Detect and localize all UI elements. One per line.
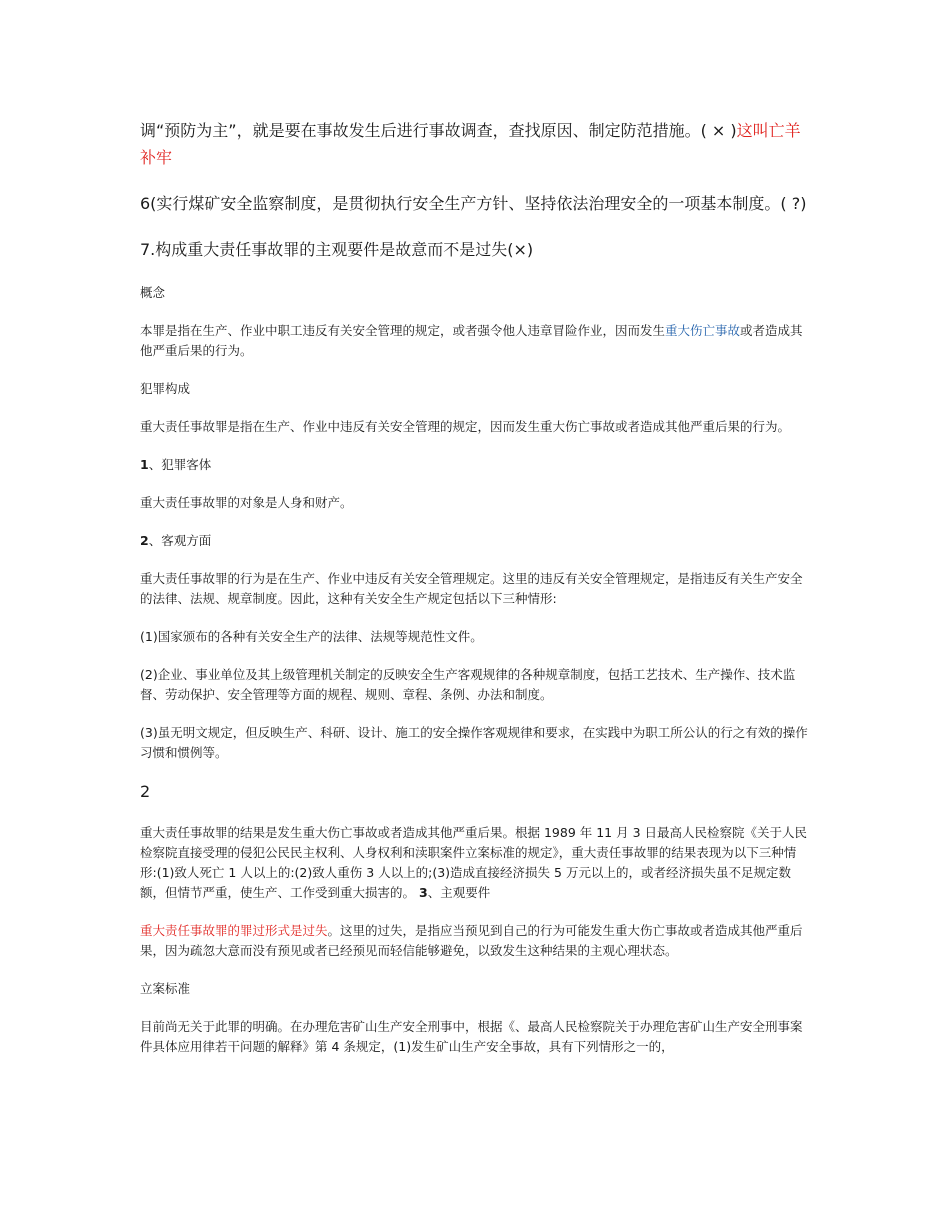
- item-2-case-1: (1)国家颁布的各种有关安全生产的法律、法规等规范性文件。: [140, 629, 483, 644]
- item-2-case-3: (3)虽无明文规定，但反映生产、科研、设计、施工的安全操作客观规律和要求，在实践中为职工所公认的行之有效的操作习惯和惯例等。: [140, 725, 808, 760]
- item-2-heading: 2、客观方面: [140, 533, 212, 548]
- filing-heading: 立案标准: [140, 981, 191, 996]
- constitution-heading: 犯罪构成: [140, 381, 191, 396]
- filing-body: 目前尚无关于此罪的明确。在办理危害矿山生产安全刑事中，根据《、最高人民检察院关于办理危害矿山生产安全刑事案件具体应用律若干问题的解释》第 4 条规定，(1)发生矿山生产安全事故，具有下列情形之一的，: [140, 1019, 803, 1054]
- question-7: 7.构成重大责任事故罪的主观要件是故意而不是过失(×): [140, 240, 534, 259]
- question-5: 调“预防为主”，就是要在事故发生后进行事故调查，查找原因、制定防范措施。( × )这叫亡羊补牢: [140, 121, 801, 167]
- page-number: 2: [140, 782, 151, 801]
- concept-body: 本罪是指在生产、作业中职工违反有关安全管理的规定，或者强令他人违章冒险作业，因而发生重大伤亡事故或者造成其他严重后果的行为。: [140, 323, 803, 358]
- item-1-body: 重大责任事故罪的对象是人身和财产。: [140, 495, 353, 510]
- question-6: 6(实行煤矿安全监察制度，是贯彻执行安全生产方针、坚持依法治理安全的一项基本制度。( ?): [140, 194, 807, 213]
- result-paragraph: 重大责任事故罪的结果是发生重大伤亡事故或者造成其他严重后果。根据 1989 年 11 月 3 日最高人民检察院《关于人民检察院直接受理的侵犯公民民主权利、人身权利和渎职案件立案标准的规定》，重大责任事故罪的结果表现为以下三种情形:(1)致人死亡 1 人以上的:(2)致人重伤 3 人以上的;(3)造成直接经济损失 5 万元以上的，或者经济损失虽不足规定数额，但情节严重，使生产、工作受到重大损害的。 3、主观要件: [140, 825, 808, 900]
- major-casualty-link[interactable]: 重大伤亡事故: [665, 323, 741, 338]
- item-1-heading: 1、犯罪客体: [140, 457, 212, 472]
- document-body: [140, 117, 812, 1057]
- item-2-case-2: (2)企业、事业单位及其上级管理机关制定的反映安全生产客观规律的各种规章制度，包括工艺技术、生产操作、技术监督、劳动保护、安全管理等方面的规程、规则、章程、条例、办法和制度。: [140, 667, 796, 702]
- concept-heading: 概念: [140, 285, 166, 300]
- question-5-note: 这叫亡羊补牢: [140, 121, 801, 167]
- item-2-body: 重大责任事故罪的行为是在生产、作业中违反有关安全管理规定。这里的违反有关安全管理规定，是指违反有关生产安全的法律、法规、规章制度。因此，这种有关安全生产规定包括以下三种情形:: [140, 571, 803, 606]
- subjective-highlight: 重大责任事故罪的罪过形式是过失: [140, 923, 328, 938]
- constitution-body: 重大责任事故罪是指在生产、作业中违反有关安全管理的规定，因而发生重大伤亡事故或者造成其他严重后果的行为。: [140, 419, 791, 434]
- subjective-paragraph: 重大责任事故罪的罪过形式是过失。这里的过失，是指应当预见到自己的行为可能发生重大伤亡事故或者造成其他严重后果，因为疏忽大意而没有预见或者已经预见而轻信能够避免，以致发生这种结果的主观心理状态。: [140, 923, 803, 958]
